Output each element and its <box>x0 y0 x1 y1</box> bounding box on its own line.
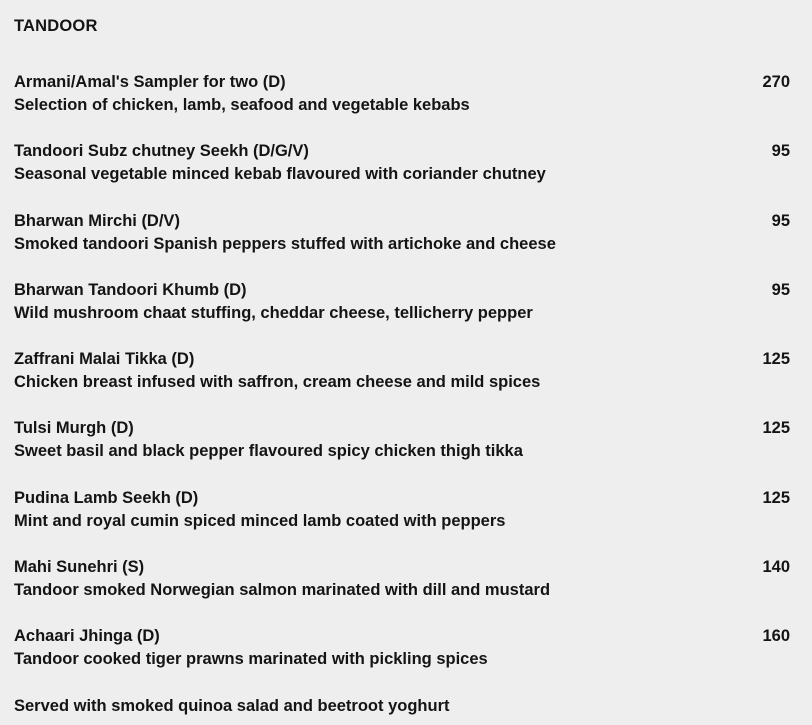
item-description: Tandoor cooked tiger prawns marinated with pickling spices <box>14 650 488 669</box>
item-description: Mint and royal cumin spiced minced lamb coated with peppers <box>14 511 506 530</box>
item-name: Zaffrani Malai Tikka (D) <box>14 350 195 369</box>
item-name: Tulsi Murgh (D) <box>14 419 134 438</box>
item-price: 125 <box>762 419 790 438</box>
item-price: 160 <box>762 627 790 646</box>
item-price: 140 <box>762 558 790 577</box>
menu-item <box>14 210 790 256</box>
item-description: Tandoor smoked Norwegian salmon marinated with dill and mustard <box>14 581 551 600</box>
menu-item <box>14 348 790 394</box>
menu-item <box>14 487 790 533</box>
item-price: 95 <box>771 142 790 161</box>
menu-item <box>14 625 790 671</box>
item-name: Bharwan Mirchi (D/V) <box>14 211 180 230</box>
menu-item <box>14 417 790 463</box>
item-name: Achaari Jhinga (D) <box>14 627 160 646</box>
item-name: Armani/Amal's Sampler for two (D) <box>14 73 286 91</box>
menu-item <box>14 71 790 117</box>
item-description: Chicken breast infused with saffron, cream cheese and mild spices <box>14 373 541 392</box>
section-title: TANDOOR <box>14 17 98 35</box>
item-description: Wild mushroom chaat stuffing, cheddar cheese, tellicherry pepper <box>14 303 533 322</box>
item-name: Pudina Lamb Seekh (D) <box>14 488 199 507</box>
item-description: Smoked tandoori Spanish peppers stuffed with artichoke and cheese <box>14 234 556 253</box>
item-description: Sweet basil and black pepper flavoured spicy chicken thigh tikka <box>14 442 523 461</box>
footer-note: Served with smoked quinoa salad and beetroot yoghurt <box>14 696 450 715</box>
menu-item <box>14 556 790 602</box>
menu-section <box>14 15 790 718</box>
item-name: Mahi Sunehri (S) <box>14 558 145 577</box>
item-name: Tandoori Subz chutney Seekh (D/G/V) <box>14 142 309 161</box>
item-price: 125 <box>762 488 790 507</box>
item-name: Bharwan Tandoori Khumb (D) <box>14 280 247 299</box>
item-price: 95 <box>771 211 790 230</box>
item-description: Seasonal vegetable minced kebab flavoured with coriander chutney <box>14 165 546 184</box>
menu-item <box>14 279 790 325</box>
item-description: Selection of chicken, lamb, seafood and vegetable kebabs <box>14 96 470 114</box>
item-price: 270 <box>762 73 790 91</box>
item-price: 125 <box>762 350 790 369</box>
menu-item <box>14 140 790 186</box>
item-price: 95 <box>771 280 790 299</box>
